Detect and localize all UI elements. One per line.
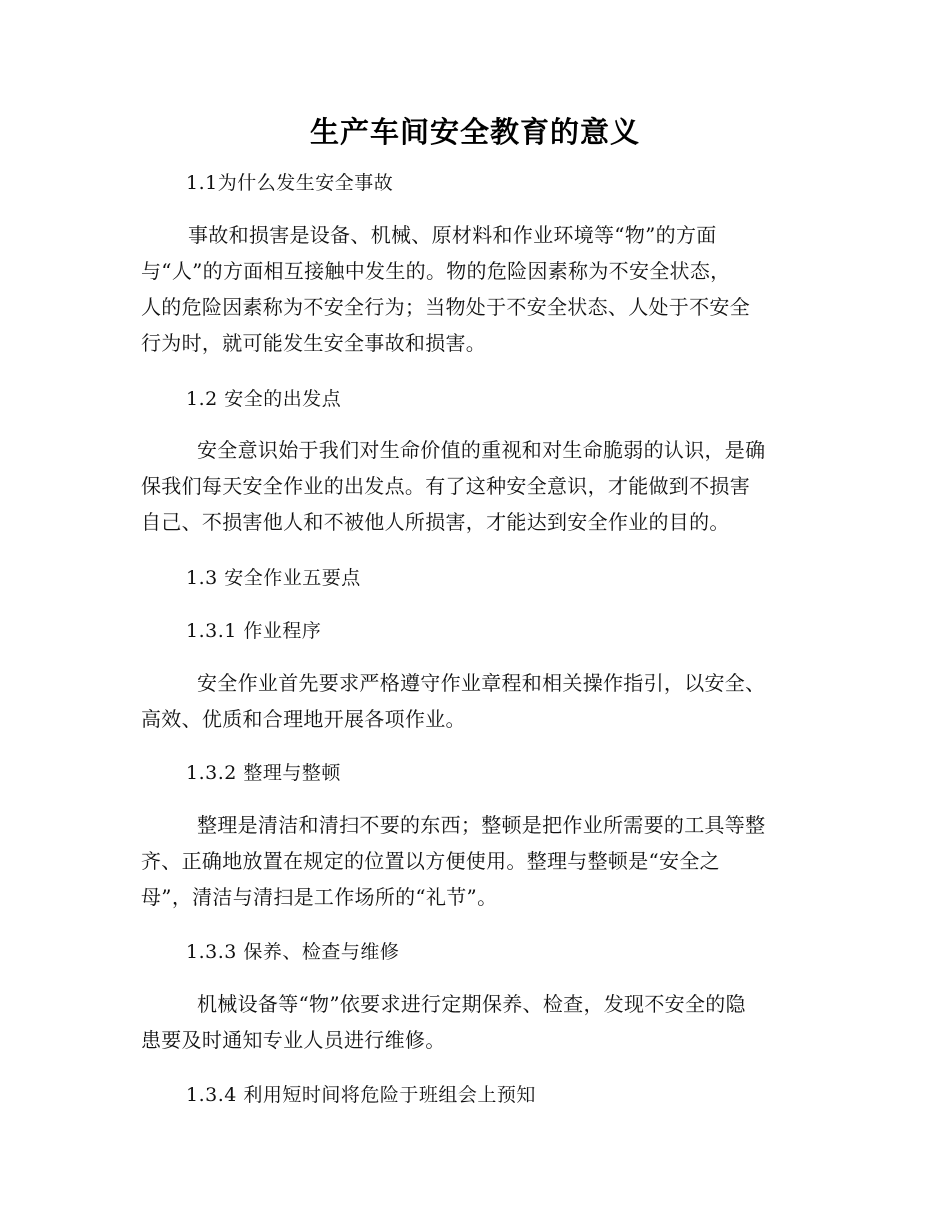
document-title: 生产车间安全教育的意义 [309,115,640,149]
section-heading-1-3-1: 1.3.1 作业程序 [186,620,322,642]
paragraph-1-2 [141,432,806,540]
section-heading-1-2: 1.2 安全的出发点 [186,388,342,410]
paragraph-1-1 [141,217,806,361]
section-heading-1-3: 1.3 安全作业五要点 [186,567,361,589]
paragraph-1-3-1 [141,665,806,737]
paragraph-line: 事故和损害是设备、机械、原材料和作业环境等“物”的方面 [188,223,717,247]
paragraph-line: 行为时，就可能发生安全事故和损害。 [141,331,487,355]
paragraph-1-3-2 [141,807,806,915]
paragraph-1-3-3 [141,986,806,1058]
section-heading-1-1: 1.1为什么发生安全事故 [186,172,394,194]
paragraph-line: 自己、不损害他人和不被他人所损害，才能达到安全作业的目的。 [141,510,730,534]
paragraph-line: 机械设备等“物”依要求进行定期保养、检查，发现不安全的隐 [197,992,746,1016]
paragraph-line: 人的危险因素称为不安全行为；当物处于不安全状态、人处于不安全 [141,295,750,319]
paragraph-line: 母”，清洁与清扫是工作场所的“礼节”。 [141,885,498,909]
paragraph-line: 与“人”的方面相互接触中发生的。物的危险因素称为不安全状态， [141,259,731,283]
paragraph-line: 高效、优质和合理地开展各项作业。 [141,707,466,731]
section-heading-1-3-4: 1.3.4 利用短时间将危险于班组会上预知 [186,1084,536,1106]
paragraph-line: 齐、正确地放置在规定的位置以方便使用。整理与整顿是“安全之 [141,849,720,873]
paragraph-line: 安全意识始于我们对生命价值的重视和对生命脆弱的认识，是确 [197,438,766,462]
paragraph-line: 患要及时通知专业人员进行维修。 [141,1028,446,1052]
paragraph-line: 安全作业首先要求严格遵守作业章程和相关操作指引，以安全、 [197,671,766,695]
section-heading-1-3-2: 1.3.2 整理与整顿 [186,762,341,784]
paragraph-line: 保我们每天安全作业的出发点。有了这种安全意识，才能做到不损害 [141,474,750,498]
section-heading-1-3-3: 1.3.3 保养、检查与维修 [186,941,400,963]
paragraph-line: 整理是清洁和清扫不要的东西；整顿是把作业所需要的工具等整 [197,813,766,837]
